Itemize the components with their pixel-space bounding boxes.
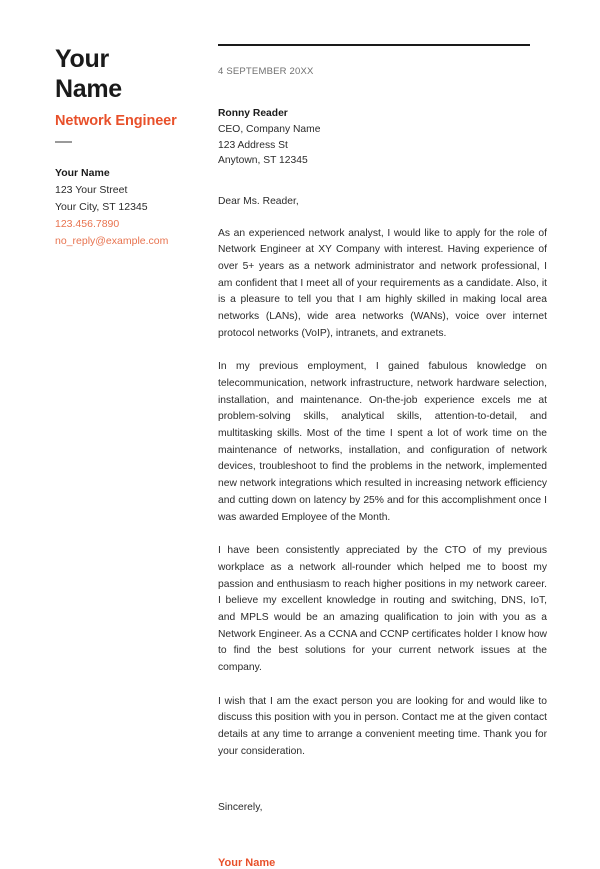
letter-column (218, 44, 547, 869)
letter-date: 4 SEPTEMBER 20XX (218, 66, 314, 77)
sender-name-heading (55, 44, 205, 104)
sender-contact-name: Your Name (55, 167, 110, 180)
body-paragraph-1: As an experienced network analyst, I would like to apply for the role of Network Engineer at XY Company with interest. Having experience of over 5+ years as a network administrator and network professional, I am confident that I meet all of your requirements as a candidate. Also, it is a pleasure to tell you that I am highly skilled in making local area networks (LANs), wide area networks (WANs), voice over internet protocol networks (VoIP), intranets, and extranets. (218, 227, 547, 339)
recipient-title: CEO, Company Name (218, 124, 321, 136)
recipient-name: Ronny Reader (218, 108, 288, 119)
sender-name-line-2: Name (55, 75, 122, 103)
signature-name: Your Name (218, 857, 276, 869)
recipient-block (218, 106, 547, 169)
closing-salutation: Sincerely, (218, 802, 263, 814)
body-paragraph-3: I have been consistently appreciated by the CTO of my previous workplace as a network all-rounder which helped me to boost my passion and enthusiasm to reach higher positions in my network career. I believe my excellent knowledge in routing and switching, DNS, IoT, and MPLS would be an amazing qualification to join with you as a Network Engineer. As a CCNA and CCNP certificates holder I know how to find the best solutions for your current network issues at the company. (218, 545, 547, 673)
recipient-street: 123 Address St (218, 139, 288, 151)
sender-street: 123 Your Street (55, 184, 128, 197)
sender-phone[interactable]: 123.456.7890 (55, 218, 120, 231)
sender-column (55, 44, 205, 250)
sender-name-line-1: Your (55, 45, 109, 73)
recipient-city-state-zip: Anytown, ST 12345 (218, 155, 308, 167)
sender-contact-block (55, 165, 205, 250)
sender-city-state-zip: Your City, ST 12345 (55, 201, 148, 214)
sender-job-title: Network Engineer (55, 113, 177, 129)
body-paragraph-2: In my previous employment, I gained fabulous knowledge on telecommunication, network infrastructure, network hardware selection, installation, and maintenance. On-the-job experience excels me at problem-solving skills, analytical skills, attention-to-detail, and multitasking skills. Most of the time I spent a lot of work time on the maintenance of networks, installation, and configuration of network devices, troubleshoot to find the problems in the network, implemented new network integrations which resulted in increasing network efficiency and cutting down on latency by 25% and for this accomplishment once I was awarded Employee of the Month. (218, 361, 547, 523)
salutation: Dear Ms. Reader, (218, 195, 299, 207)
header-rule (218, 44, 530, 46)
accent-divider (55, 141, 72, 143)
body-paragraph-4: I wish that I am the exact person you are looking for and would like to discuss this position with you in person. Contact me at the given contact details at any time to arrange a convenient meeting time. Thank you for your consideration. (218, 695, 547, 757)
sender-email[interactable]: no_reply@example.com (55, 235, 169, 248)
